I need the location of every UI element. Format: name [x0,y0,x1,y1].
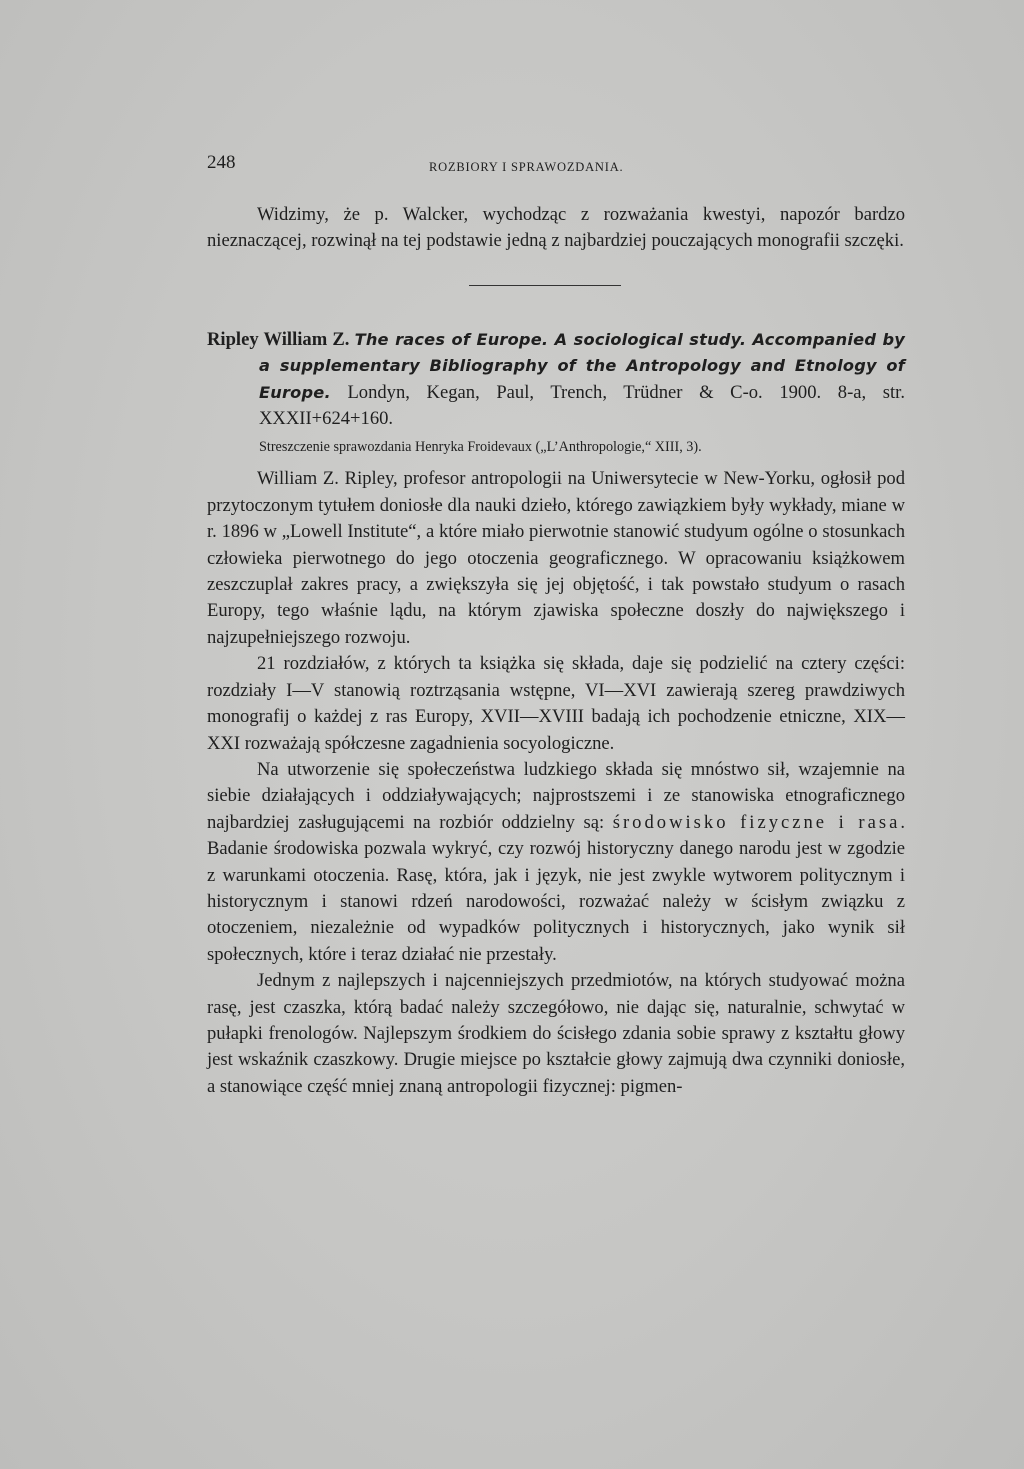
citation-author: Ripley William Z. [207,328,350,350]
paragraph-1: William Z. Ripley, profesor antropologii na Uniwersytecie w New-Yorku, ogłosił pod przytoczonym tytułem doniosłe dla nauki dzieło, którego zawiązkiem były wykłady, miane w r. 1896 w „Lowell Institute“, a które miało pierwotnie stanowić studyum ogólne o stosunkach człowieka pierwotnego do jego otoczenia geograficznego. W opracowaniu książkowem zeszczuplał zakres pracy, a zwiększyła się jej objętość, i tak powstało studyum o rasach Europy, tego właśnie lądu, na którym zjawiska społeczne doszły do największego i najzupełniejszego rozwoju. [207,468,905,648]
bibliographic-citation [207,327,905,433]
summary-note: Streszczenie sprawozdania Henryka Froidevaux („L’Anthropologie,“ XIII, 3). [259,439,702,456]
section-divider-wrap [207,255,905,327]
text-column [207,150,905,1100]
running-head: ROZBIORY I SPRAWOZDANIA. [429,160,624,174]
page-number: 248 [207,152,236,173]
citation-publication: Londyn, Kegan, Paul, Trench, Trüdner & C-o. 1900. 8-a, str. XXXII+624+160. [259,381,905,430]
paragraph-3-emphasis: środowisko fizyczne i rasa [612,811,901,833]
paragraph-4: Jednym z najlepszych i najcenniejszych przedmiotów, na których studyować można rasę, jest czaszka, którą badać należy szczegółowo, nie dając się, naturalnie, schwytać w pułapki frenologów. Najlepszym środkiem do ścisłego zdania sobie sprawy z kształtu głowy jest wskaźnik czaszkowy. Drugie miejsce po kształcie głowy zajmują dwa czynniki doniosłe, a stanowiące część mniej znaną antropologii fizycznej: pigmen- [207,970,905,1097]
paragraph-2: 21 rozdziałów, z których ta książka się składa, daje się podzielić na cztery części: rozdziały I—V stanowią roztrząsania wstępne, VI—XVI zawierają szereg prawdziwych monografij o każdej z ras Europy, XVII—XVIII badają ich pochodzenie etniczne, XIX—XXI rozważają spółczesne zagadnienia socyologiczne. [207,653,905,754]
page-header [207,150,905,180]
intro-paragraph: Widzimy, że p. Walcker, wychodząc z rozważania kwestyi, napozór bardzo nieznaczącej, rozwinął na tej podstawie jedną z najbardziej pouczających monografii szczęki. [207,204,905,252]
paragraph-3 [207,757,905,968]
paragraph-3-end: . Badanie środowiska pozwala wykryć, czy rozwój historyczny danego narodu jest w zgodzie z warunkami otoczenia. Rasę, która, jak i język, nie jest zwykle wytworem politycznym i historycznym i stanowi rdzeń narodowości, rozważać należy w ścisłym związku z otoczeniem, niezależnie od wypadków politycznych i historycznych, jako wynik sił społecznych, które i teraz działać nie przestały. [207,811,905,965]
section-divider [469,285,621,286]
citation-title: The races of Europe. A sociological study. Accompanied by a supplementary Bibliography of the Antropology and Etnology of Europe. [259,329,905,402]
paragraph-3-start: Na utworzenie się społeczeństwa ludzkiego składa się mnóstwo sił, wzajemnie na siebie działających i oddziaływających; najprostszemi i ze stanowiska etnograficznego najbardziej zasługującemi na rozbiór oddzielny są: [207,758,905,833]
